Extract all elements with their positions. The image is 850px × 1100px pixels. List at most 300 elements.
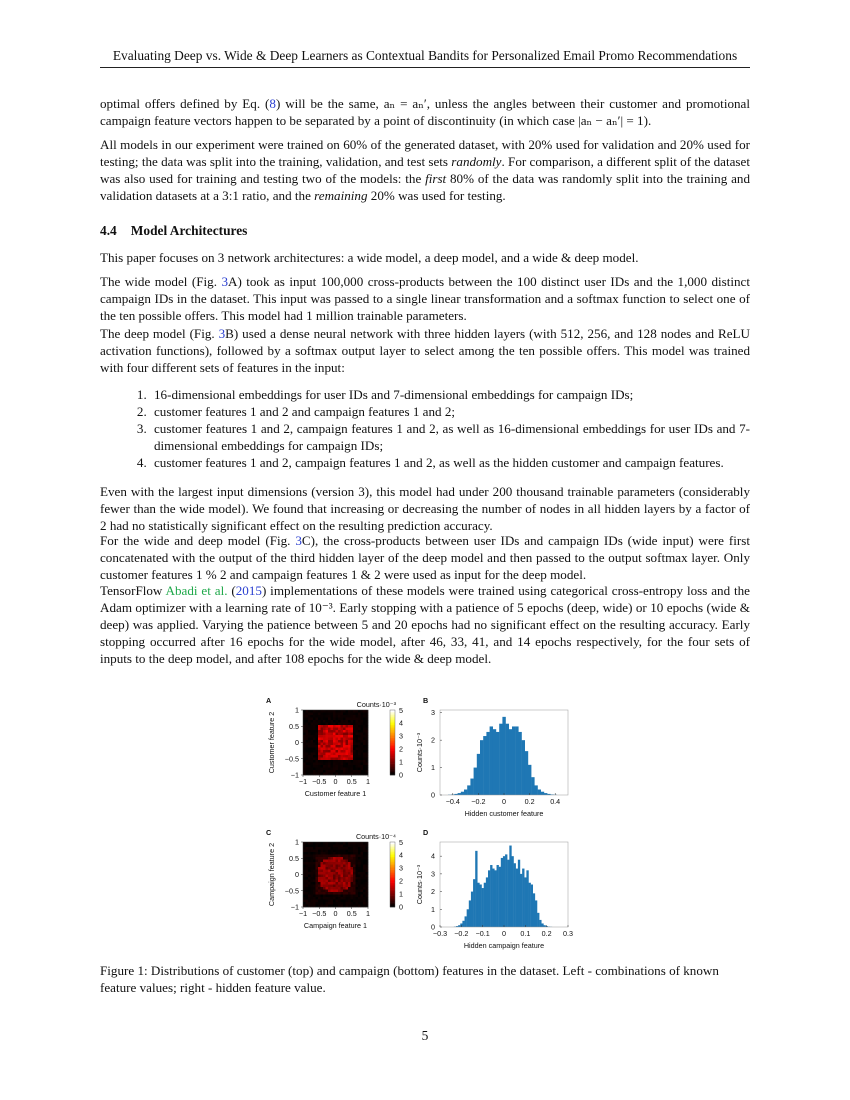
histogram-bar: [518, 732, 521, 795]
heatmap-cell: [358, 887, 361, 890]
heatmap-cell: [338, 902, 341, 905]
heatmap-cell: [333, 852, 336, 855]
heatmap-cell: [303, 758, 306, 761]
heatmap-cell: [321, 870, 324, 873]
heatmap-cell: [333, 750, 336, 753]
heatmap-cell: [311, 847, 314, 850]
heatmap-cell: [331, 897, 334, 900]
heatmap-cell: [361, 765, 364, 768]
heatmap-cell: [326, 745, 329, 748]
heatmap-cell: [308, 855, 311, 858]
heatmap-cell: [356, 900, 359, 903]
heatmap-cell: [313, 758, 316, 761]
heatmap-cell: [346, 852, 349, 855]
heatmap-cell: [348, 902, 351, 905]
heatmap-cell: [348, 753, 351, 756]
heatmap-cell: [333, 875, 336, 878]
figure-link[interactable]: 3: [295, 533, 302, 548]
heatmap-cell: [328, 895, 331, 898]
paragraph-data-split: [100, 136, 750, 204]
heatmap-cell: [326, 738, 329, 741]
text: ) implementations of these models were trained using categorical cross-entropy loss and the Adam optimizer with a learning rate of 10⁻³. Early stopping with a patience of 5 epochs (deep, wide) or 10 epochs (wide & deep) was applied. Varying the patience between 5 and 20 epochs had no significant effect on the resulting accuracy. Early stopping occurred after 16 epochs for the wide model, after 46, 33, 41, and 14 epochs respectively, for the four sets of inputs to the deep model, and after 108 epochs for the wide & deep model.: [100, 583, 750, 666]
histogram-bar: [512, 726, 515, 795]
heatmap-cell: [358, 740, 361, 743]
text: 80% of the data was randomly split into the training and validation datasets at a 3:1 ratio, and the: [100, 171, 750, 203]
citation-link[interactable]: Abadi et al.: [165, 583, 228, 598]
heatmap-cell: [311, 760, 314, 763]
x-axis-label: Customer feature 1: [304, 789, 367, 798]
section-heading: [100, 222, 750, 239]
heatmap-cell: [303, 847, 306, 850]
heatmap-cell: [341, 755, 344, 758]
heatmap-cell: [338, 745, 341, 748]
heatmap-cell: [331, 758, 334, 761]
heatmap-cell: [346, 713, 349, 716]
histogram-bar: [537, 913, 539, 927]
text: All models in our experiment were trained on 60% of the generated dataset, with 20% used for validation and 20% used for testing; the data was split into the training, validation, and test sets: [100, 137, 750, 169]
heatmap-cell: [363, 882, 366, 885]
heatmap-cell: [321, 855, 324, 858]
heatmap-cell: [346, 748, 349, 751]
heatmap-cell: [306, 890, 309, 893]
heatmap-cell: [338, 725, 341, 728]
heatmap-cell: [361, 770, 364, 773]
heatmap-cell: [341, 715, 344, 718]
heatmap-cell: [353, 875, 356, 878]
heatmap-cell: [336, 725, 339, 728]
heatmap-cell: [313, 750, 316, 753]
heatmap-cell: [303, 872, 306, 875]
heatmap-cell: [358, 770, 361, 773]
heatmap-cell: [346, 845, 349, 848]
heatmap-cell: [333, 763, 336, 766]
heatmap-cell: [328, 875, 331, 878]
text: . For comparison, a different split of the dataset was also used for training and testing two of the models: the: [100, 154, 750, 186]
heatmap-cell: [341, 730, 344, 733]
heatmap-cell: [363, 877, 366, 880]
heatmap-cell: [353, 718, 356, 721]
heatmap-cell: [313, 882, 316, 885]
histogram-bar: [486, 877, 488, 927]
heatmap-cell: [353, 872, 356, 875]
heatmap-cell: [328, 728, 331, 731]
heatmap-cell: [303, 875, 306, 878]
heatmap-cell: [328, 745, 331, 748]
heatmap-cell: [353, 720, 356, 723]
heatmap-cell: [333, 867, 336, 870]
section-title: Model Architectures: [130, 223, 248, 238]
heatmap-cell: [356, 723, 359, 726]
histogram-bar: [518, 860, 520, 927]
heatmap-cell: [333, 895, 336, 898]
heatmap-cell: [328, 735, 331, 738]
heatmap-cell: [336, 730, 339, 733]
heatmap-cell: [313, 735, 316, 738]
heatmap-cell: [316, 740, 319, 743]
heatmap-cell: [348, 730, 351, 733]
heatmap-cell: [333, 748, 336, 751]
heatmap-cell: [311, 857, 314, 860]
panel-label: D: [423, 828, 429, 837]
heatmap-cell: [346, 885, 349, 888]
heatmap-cell: [328, 857, 331, 860]
heatmap-cell: [326, 713, 329, 716]
x-tick-label: 0.4: [550, 797, 561, 806]
heatmap-cell: [346, 865, 349, 868]
heatmap-cell: [353, 857, 356, 860]
heatmap-cell: [343, 748, 346, 751]
figure-link[interactable]: 3: [218, 326, 226, 341]
heatmap-cell: [326, 887, 329, 890]
y-tick-label: 1: [431, 904, 435, 914]
heatmap-cell: [358, 862, 361, 865]
heatmap-cell: [308, 867, 311, 870]
heatmap-cell: [363, 865, 366, 868]
heatmap-cell: [311, 730, 314, 733]
heatmap-cell: [348, 892, 351, 895]
heatmap-cell: [328, 850, 331, 853]
heatmap-cell: [356, 735, 359, 738]
heatmap-cell: [341, 875, 344, 878]
heatmap-cell: [361, 867, 364, 870]
heatmap-cell: [363, 768, 366, 771]
heatmap-cell: [321, 882, 324, 885]
heatmap-cell: [308, 763, 311, 766]
heatmap-cell: [348, 872, 351, 875]
heatmap-cell: [333, 872, 336, 875]
heatmap-cell: [321, 845, 324, 848]
heatmap-cell: [338, 743, 341, 746]
heatmap-cell: [336, 865, 339, 868]
heatmap-cell: [316, 885, 319, 888]
histogram-bar: [465, 916, 467, 927]
heatmap-cell: [316, 892, 319, 895]
heatmap-cell: [306, 870, 309, 873]
heatmap-cell: [308, 870, 311, 873]
heatmap-cell: [311, 715, 314, 718]
heatmap-cell: [331, 842, 334, 845]
heatmap-cell: [316, 765, 319, 768]
heatmap-cell: [346, 723, 349, 726]
heatmap-cell: [321, 760, 324, 763]
heatmap-cell: [306, 852, 309, 855]
x-axis-label: Hidden customer feature: [464, 809, 544, 818]
heatmap-cell: [303, 902, 306, 905]
heatmap-cell: [333, 743, 336, 746]
heatmap-cell: [348, 713, 351, 716]
y-tick-label: 3: [431, 708, 435, 718]
heatmap-cell: [323, 728, 326, 731]
heatmap-cell: [326, 867, 329, 870]
heatmap-cell: [321, 860, 324, 863]
x-tick-label: 1: [366, 909, 370, 918]
heatmap-cell: [321, 770, 324, 773]
heatmap-cell: [321, 735, 324, 738]
heatmap-cell: [316, 770, 319, 773]
heatmap-cell: [306, 710, 309, 713]
histogram-bar: [522, 869, 524, 927]
heatmap-cell: [356, 872, 359, 875]
heatmap-cell: [363, 892, 366, 895]
heatmap-cell: [323, 745, 326, 748]
heatmap-cell: [333, 735, 336, 738]
heatmap-cell: [331, 892, 334, 895]
heatmap-cell: [323, 735, 326, 738]
heatmap-cell: [303, 890, 306, 893]
heatmap-cell: [326, 760, 329, 763]
heatmap-cell: [313, 885, 316, 888]
heatmap-cell: [341, 768, 344, 771]
heatmap-cell: [328, 710, 331, 713]
heatmap-cell: [328, 867, 331, 870]
heatmap-cell: [316, 718, 319, 721]
heatmap-cell: [343, 723, 346, 726]
heatmap-cell: [351, 745, 354, 748]
heatmap-cell: [361, 900, 364, 903]
heatmap-cell: [313, 890, 316, 893]
heatmap-cell: [343, 867, 346, 870]
heatmap-cell: [363, 755, 366, 758]
heatmap-cell: [351, 892, 354, 895]
list-item: 1. 16-dimensional embeddings for user IDs and 7-dimensional embeddings for campaign IDs;: [150, 386, 750, 403]
histogram-bar: [458, 793, 461, 795]
heatmap-cell: [321, 728, 324, 731]
heatmap-cell: [313, 862, 316, 865]
heatmap-cell: [336, 890, 339, 893]
heatmap-cell: [308, 715, 311, 718]
heatmap-cell: [328, 763, 331, 766]
heatmap-cell: [323, 750, 326, 753]
heatmap-cell: [326, 877, 329, 880]
heatmap-cell: [311, 867, 314, 870]
histogram-bar: [474, 768, 477, 795]
heatmap-cell: [308, 728, 311, 731]
heatmap-cell: [353, 887, 356, 890]
heatmap-cell: [343, 900, 346, 903]
heatmap-cell: [303, 765, 306, 768]
heatmap-cell: [358, 768, 361, 771]
heatmap-cell: [326, 862, 329, 865]
heatmap-cell: [328, 765, 331, 768]
heatmap-cell: [338, 738, 341, 741]
heatmap-cell: [341, 865, 344, 868]
heatmap-cell: [346, 770, 349, 773]
heatmap-cell: [351, 718, 354, 721]
heatmap-cell: [356, 740, 359, 743]
heatmap-cell: [353, 755, 356, 758]
heatmap-cell: [363, 890, 366, 893]
histogram-bar: [522, 740, 525, 795]
histogram-bar: [509, 729, 512, 795]
colorbar-tick-label: 2: [399, 876, 403, 886]
heatmap-cell: [318, 897, 321, 900]
heatmap-cell: [343, 725, 346, 728]
heatmap-cell: [353, 852, 356, 855]
heatmap-cell: [348, 862, 351, 865]
emphasis: randomly: [451, 154, 502, 169]
heatmap-cell: [358, 852, 361, 855]
heatmap-cell: [363, 845, 366, 848]
heatmap-cell: [358, 723, 361, 726]
figure-link[interactable]: 3: [221, 274, 228, 289]
histogram-bar: [492, 869, 494, 927]
heatmap-cell: [313, 842, 316, 845]
heatmap-cell: [336, 723, 339, 726]
heatmap-cell: [351, 867, 354, 870]
heatmap-cell: [358, 902, 361, 905]
heatmap-cell: [338, 750, 341, 753]
heatmap-cell: [326, 725, 329, 728]
colorbar-tick-label: 1: [399, 889, 403, 899]
heatmap-cell: [303, 733, 306, 736]
heatmap-cell: [328, 738, 331, 741]
heatmap-cell: [358, 892, 361, 895]
heatmap-cell: [311, 718, 314, 721]
heatmap-cell: [303, 860, 306, 863]
heatmap-cell: [363, 730, 366, 733]
heatmap-cell: [308, 718, 311, 721]
heatmap-cell: [318, 718, 321, 721]
equation-link[interactable]: 8: [269, 96, 276, 111]
heatmap-cell: [308, 900, 311, 903]
heatmap-cell: [316, 852, 319, 855]
y-tick-label: −1: [290, 770, 299, 780]
heatmap-cell: [348, 738, 351, 741]
y-tick-label: 2: [431, 887, 435, 897]
heatmap-cell: [316, 860, 319, 863]
colorbar-tick-label: 5: [399, 706, 403, 715]
heatmap-cell: [343, 872, 346, 875]
heatmap-cell: [308, 872, 311, 875]
heatmap-cell: [348, 847, 351, 850]
x-tick-label: 0.2: [541, 929, 552, 938]
heatmap-cell: [361, 713, 364, 716]
heatmap-cell: [318, 867, 321, 870]
heatmap-cell: [338, 733, 341, 736]
heatmap-cell: [331, 847, 334, 850]
heatmap-cell: [326, 768, 329, 771]
heatmap-cell: [338, 847, 341, 850]
heatmap-cell: [311, 870, 314, 873]
heatmap-cell: [318, 765, 321, 768]
heatmap-cell: [331, 725, 334, 728]
heatmap-cell: [346, 753, 349, 756]
heatmap-cell: [308, 725, 311, 728]
heatmap-cell: [333, 850, 336, 853]
heatmap-cell: [353, 897, 356, 900]
heatmap-cell: [303, 897, 306, 900]
histogram-bar: [488, 870, 490, 927]
heatmap-cell: [363, 862, 366, 865]
heatmap-cell: [341, 758, 344, 761]
histogram-bar: [544, 793, 547, 795]
x-tick-label: −0.5: [312, 909, 327, 918]
heatmap-cell: [323, 892, 326, 895]
heatmap-cell: [321, 738, 324, 741]
heatmap-cell: [331, 860, 334, 863]
heatmap-cell: [311, 758, 314, 761]
citation-year-link[interactable]: 2015: [235, 583, 262, 598]
heatmap-cell: [313, 745, 316, 748]
heatmap-cell: [353, 760, 356, 763]
heatmap-cell: [331, 875, 334, 878]
heatmap-cell: [326, 755, 329, 758]
heatmap-cell: [346, 765, 349, 768]
heatmap-cell: [338, 720, 341, 723]
heatmap-cell: [341, 857, 344, 860]
heatmap-cell: [316, 728, 319, 731]
histogram-bar: [528, 765, 531, 795]
heatmap-cell: [341, 745, 344, 748]
heatmap-cell: [358, 753, 361, 756]
heatmap-cell: [336, 758, 339, 761]
heatmap-cell: [343, 847, 346, 850]
heatmap-cell: [358, 890, 361, 893]
heatmap-cell: [318, 892, 321, 895]
histogram-bar: [496, 732, 499, 795]
heatmap-cell: [328, 750, 331, 753]
heatmap-cell: [346, 872, 349, 875]
heatmap-cell: [358, 720, 361, 723]
heatmap-cell: [328, 755, 331, 758]
heatmap-cell: [333, 887, 336, 890]
heatmap-cell: [311, 720, 314, 723]
heatmap-cell: [341, 713, 344, 716]
heatmap-cell: [351, 847, 354, 850]
heatmap-cell: [328, 887, 331, 890]
heatmap-cell: [338, 713, 341, 716]
heatmap-cell: [358, 748, 361, 751]
heatmap-cell: [316, 743, 319, 746]
heatmap-cell: [331, 770, 334, 773]
heatmap-cell: [348, 740, 351, 743]
heatmap-cell: [336, 870, 339, 873]
heatmap-cell: [361, 730, 364, 733]
heatmap-cell: [341, 842, 344, 845]
text: A) took as input 100,000 cross-products between the 100 distinct user IDs and the 1,000 distinct campaign IDs in the dataset. This input was passed to a single linear transformation and a softmax function to select one of the ten possible offers. This model had 1 million trainable parameters.: [100, 274, 750, 323]
heatmap-cell: [318, 870, 321, 873]
heatmap-cell: [303, 760, 306, 763]
heatmap-cell: [351, 855, 354, 858]
heatmap-cell: [353, 728, 356, 731]
heatmap-cell: [323, 890, 326, 893]
heatmap-cell: [326, 743, 329, 746]
heatmap-cell: [318, 902, 321, 905]
heatmap-cell: [318, 750, 321, 753]
colorbar-tick-label: 3: [399, 731, 403, 741]
heatmap-cell: [341, 860, 344, 863]
heatmap-cell: [306, 768, 309, 771]
heatmap-cell: [358, 850, 361, 853]
heatmap-cell: [351, 713, 354, 716]
heatmap-cell: [363, 860, 366, 863]
heatmap-cell: [318, 740, 321, 743]
x-tick-label: 0.3: [563, 929, 573, 938]
heatmap-cell: [326, 902, 329, 905]
y-axis-label: Customer feature 2: [267, 711, 276, 774]
heatmap-cell: [336, 882, 339, 885]
panel-label: A: [266, 696, 272, 705]
heatmap-cell: [303, 845, 306, 848]
heatmap-cell: [356, 768, 359, 771]
heatmap-cell: [358, 865, 361, 868]
heatmap-cell: [311, 892, 314, 895]
heatmap-cell: [338, 882, 341, 885]
heatmap-cell: [351, 730, 354, 733]
heatmap-cell: [333, 755, 336, 758]
heatmap-cell: [361, 892, 364, 895]
heatmap-cell: [316, 870, 319, 873]
